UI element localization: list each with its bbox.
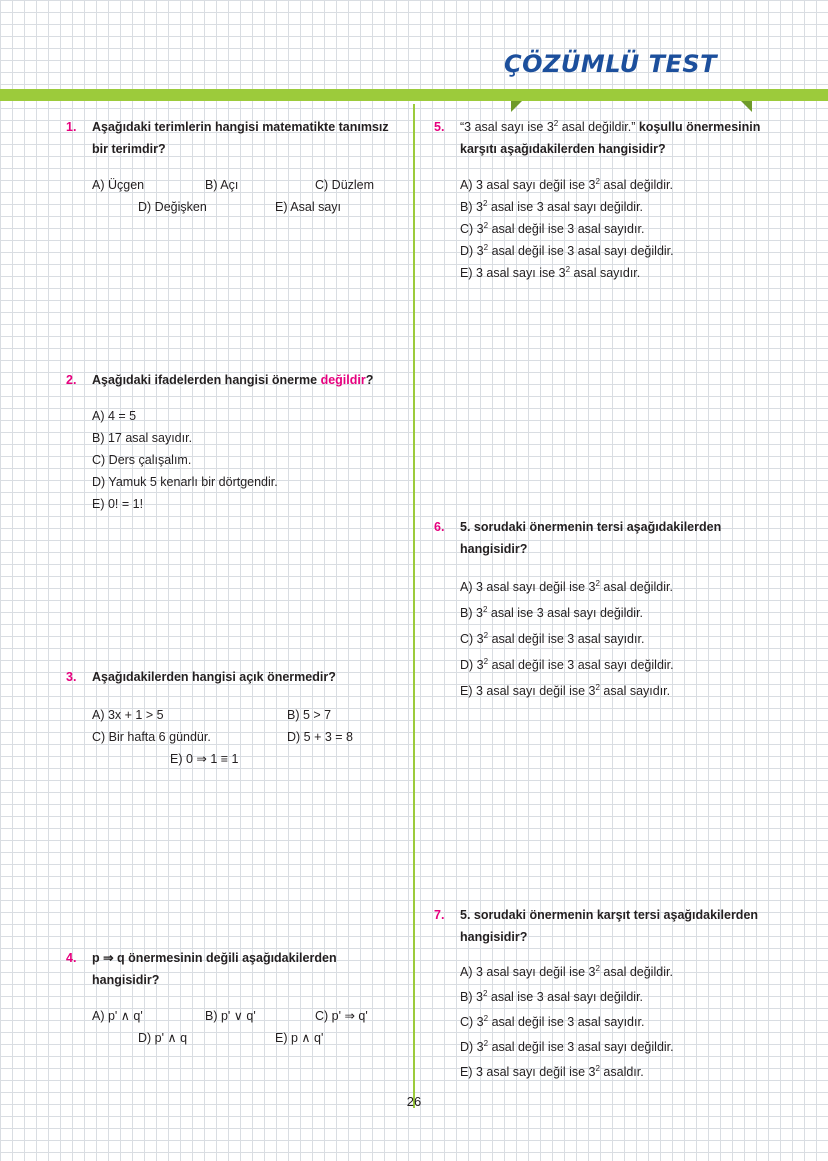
option-e[interactable] — [460, 262, 764, 284]
option-text: 3 asal sayı değil ise 3 — [472, 580, 596, 594]
option-letter: A) — [460, 580, 473, 594]
question-text: Aşağıdaki terimlerin hangisi matematikte tanımsız bir terimdir? — [92, 120, 389, 156]
quote-part: asal değildir.” — [558, 120, 636, 134]
option-letter: C) — [460, 222, 474, 236]
option-b[interactable]: B) 17 asal sayıdır. — [92, 431, 193, 445]
option-e[interactable]: E) 0! = 1! — [92, 497, 144, 511]
option-letter: A) — [460, 178, 473, 192]
question-number: 6. — [434, 520, 445, 534]
option-a[interactable] — [460, 960, 764, 985]
option-e[interactable]: E) p ∧ q' — [275, 1031, 324, 1045]
option-c[interactable]: C) Bir hafta 6 gündür. — [92, 730, 211, 744]
exponent: 2 — [483, 631, 489, 640]
question-text: 5. sorudaki önermenin karşıt tersi aşağıdakilerden hangisidir? — [460, 908, 759, 944]
question-1 — [66, 116, 396, 218]
option-text: 3 — [472, 200, 483, 214]
option-d[interactable]: D) 5 + 3 = 8 — [287, 730, 354, 744]
question-text: 5. sorudaki önermenin tersi aşağıdakilerden hangisidir? — [460, 520, 722, 556]
question-2 — [66, 369, 406, 515]
option-d[interactable] — [460, 240, 764, 262]
options — [460, 960, 764, 1085]
question-number: 7. — [434, 908, 445, 922]
option-letter: E) — [460, 1065, 473, 1079]
options — [92, 405, 406, 515]
option-letter: E) — [460, 266, 473, 280]
exponent: 2 — [565, 265, 571, 274]
question-7 — [434, 904, 764, 1085]
option-text: asal sayıdır. — [599, 684, 671, 698]
question-text-part: koşullu önermesinin karşıtı aşağıdakilerden hangisidir? — [460, 120, 761, 156]
option-text: asal değil ise 3 asal sayıdır. — [488, 1015, 645, 1029]
option-a[interactable]: A) 3x + 1 > 5 — [92, 708, 164, 722]
exponent: 2 — [595, 683, 600, 692]
option-text: 3 — [472, 990, 483, 1004]
option-text: asal değildir. — [599, 178, 673, 192]
option-text: asaldır. — [599, 1065, 644, 1079]
question-5 — [434, 116, 764, 284]
page-number: 26 — [406, 1094, 422, 1109]
option-text: asal değil ise 3 asal sayı değildir. — [488, 244, 674, 258]
question-number: 2. — [66, 373, 77, 387]
question-number: 4. — [66, 951, 77, 965]
option-a[interactable] — [460, 174, 764, 196]
option-text: asal değil ise 3 asal sayı değildir. — [488, 658, 674, 672]
option-text: asal sayıdır. — [570, 266, 641, 280]
exponent: 2 — [482, 989, 488, 998]
option-letter: D) — [460, 244, 474, 258]
option-c[interactable]: C) Ders çalışalım. — [92, 453, 192, 467]
options — [92, 1005, 396, 1049]
option-c[interactable]: C) Düzlem — [315, 178, 375, 192]
option-text: asal ise 3 asal sayı değildir. — [487, 200, 644, 214]
options — [92, 174, 396, 218]
option-d[interactable]: D) Değişken — [138, 200, 207, 214]
question-3 — [66, 666, 406, 770]
question-text — [460, 116, 764, 160]
question-text-part: önermesinin değili aşağıdakilerden hangisidir? — [92, 951, 337, 987]
option-text: asal değil ise 3 asal sayıdır. — [488, 222, 645, 236]
option-e[interactable]: E) Asal sayı — [275, 200, 341, 214]
question-text-part: Aşağıdaki ifadelerden hangisi önerme — [92, 373, 318, 387]
option-d[interactable]: D) Yamuk 5 kenarlı bir dörtgendir. — [92, 475, 278, 489]
option-a[interactable]: A) Üçgen — [92, 178, 145, 192]
option-letter: D) — [460, 1040, 474, 1054]
option-a[interactable]: A) 4 = 5 — [92, 409, 137, 423]
exponent: 2 — [483, 1039, 489, 1048]
option-e[interactable] — [460, 678, 764, 704]
option-letter: B) — [460, 990, 473, 1004]
option-b[interactable]: B) p' ∨ q' — [205, 1009, 256, 1023]
exponent: 2 — [595, 1064, 600, 1073]
option-c[interactable] — [460, 1010, 764, 1035]
question-text — [92, 369, 406, 391]
option-letter: C) — [460, 1015, 474, 1029]
option-text: 3 — [473, 632, 484, 646]
page-header-title: ÇÖZÜMLÜ TEST — [503, 50, 717, 78]
option-text: asal değildir. — [599, 965, 673, 979]
option-letter: D) — [460, 658, 474, 672]
option-text: 3 — [472, 606, 483, 620]
question-number: 3. — [66, 670, 77, 684]
option-text: 3 asal sayı ise 3 — [472, 266, 566, 280]
option-text: 3 — [473, 1040, 484, 1054]
option-text: 3 asal sayı değil ise 3 — [472, 1065, 596, 1079]
option-text: 3 asal sayı değil ise 3 — [472, 684, 596, 698]
option-letter: A) — [460, 965, 473, 979]
exponent: 2 — [482, 199, 488, 208]
option-text: asal ise 3 asal sayı değildir. — [487, 990, 644, 1004]
option-letter: B) — [460, 606, 473, 620]
option-b[interactable] — [460, 600, 764, 626]
option-a[interactable] — [460, 574, 764, 600]
exponent: 2 — [483, 243, 489, 252]
negation-highlight: değildir — [320, 373, 366, 387]
exponent: 2 — [483, 221, 489, 230]
option-b[interactable]: B) 5 > 7 — [287, 708, 332, 722]
question-text — [92, 947, 396, 991]
options — [460, 574, 764, 704]
exponent: 2 — [595, 579, 600, 588]
options — [460, 174, 764, 284]
option-b[interactable] — [460, 196, 764, 218]
option-a[interactable]: A) p' ∧ q' — [92, 1009, 143, 1023]
option-b[interactable]: B) Açı — [205, 178, 239, 192]
option-text: 3 — [473, 222, 484, 236]
column-divider — [413, 104, 415, 1108]
option-text: 3 — [473, 244, 484, 258]
option-text: 3 — [473, 658, 484, 672]
option-letter: E) — [460, 684, 473, 698]
question-number: 5. — [434, 120, 445, 134]
question-number: 1. — [66, 120, 77, 134]
question-4 — [66, 947, 396, 1049]
header-tab-left — [511, 101, 522, 112]
option-b[interactable] — [460, 985, 764, 1010]
exponent: 2 — [483, 657, 489, 666]
options — [92, 704, 406, 770]
option-c[interactable]: C) p' ⇒ q' — [315, 1009, 368, 1023]
option-c[interactable] — [460, 218, 764, 240]
option-text: asal ise 3 asal sayı değildir. — [487, 606, 644, 620]
proposition-expression: p ⇒ q — [92, 951, 125, 965]
question-6 — [434, 516, 764, 704]
option-letter: B) — [460, 200, 473, 214]
option-text: asal değil ise 3 asal sayı değildir. — [488, 1040, 674, 1054]
question-text: Aşağıdakilerden hangisi açık önermedir? — [92, 670, 336, 684]
option-c[interactable] — [460, 626, 764, 652]
exponent: 2 — [553, 119, 559, 128]
option-d[interactable] — [460, 652, 764, 678]
option-e[interactable]: E) 0 ⇒ 1 ≡ 1 — [170, 752, 239, 766]
option-text: asal değil ise 3 asal sayıdır. — [488, 632, 645, 646]
question-mark: ? — [365, 373, 374, 387]
header-accent-bar — [0, 89, 828, 101]
exponent: 2 — [482, 605, 488, 614]
quoted-proposition — [460, 120, 635, 134]
option-d[interactable]: D) p' ∧ q — [138, 1031, 188, 1045]
option-text: 3 asal sayı değil ise 3 — [472, 178, 596, 192]
quote-part: “3 asal sayı ise 3 — [460, 120, 554, 134]
option-d[interactable] — [460, 1035, 764, 1060]
option-text: asal değildir. — [599, 580, 673, 594]
option-text: 3 asal sayı değil ise 3 — [472, 965, 596, 979]
exponent: 2 — [595, 177, 600, 186]
header-tab-right — [741, 101, 752, 112]
exponent: 2 — [595, 964, 600, 973]
option-e[interactable] — [460, 1060, 764, 1085]
option-letter: C) — [460, 632, 474, 646]
exponent: 2 — [483, 1014, 489, 1023]
option-text: 3 — [473, 1015, 484, 1029]
